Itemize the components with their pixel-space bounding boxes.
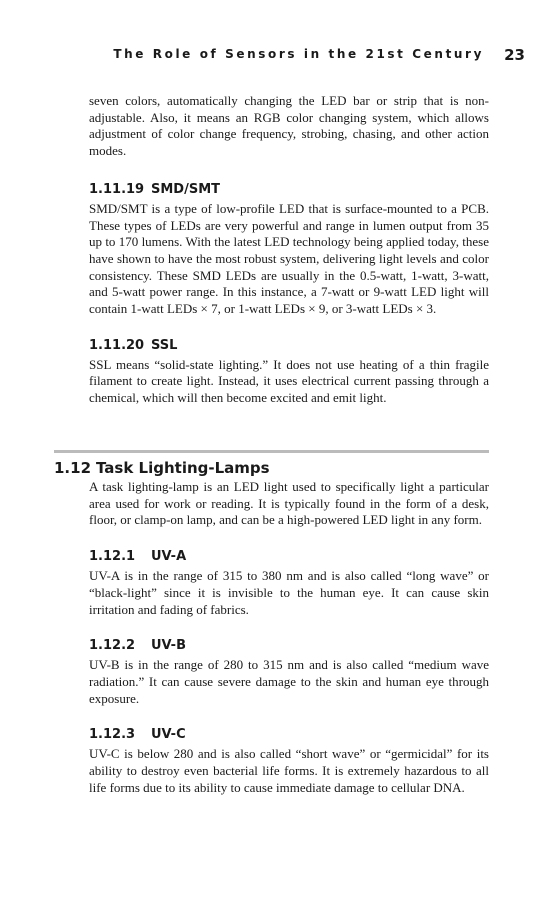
subsection-body: UV-A is in the range of 315 to 380 nm and is also called “long wave” or “black-light” since it is invisible to the human eye. It can cause skin irritation and fading of fabrics.: [89, 568, 489, 617]
subsection-title: SMD/SMT: [151, 181, 221, 197]
subsection-title: SSL: [151, 337, 178, 353]
subsection-body: UV-C is below 280 and is also called “short wave” or “germicidal” for its ability to destroy even bacterial life forms. It is extremely hazardous to all life forms due to its ability to cause immediate damage to cellular DNA.: [89, 746, 489, 795]
running-title: The Role of Sensors in the 21st Century: [113, 47, 484, 61]
subsection-number: 1.11.20: [89, 337, 145, 353]
subsection-heading: [89, 181, 489, 198]
subsection-number: 1.11.19: [89, 181, 145, 197]
subsection-heading: [89, 548, 489, 565]
subsection-title: UV-A: [151, 549, 187, 565]
page-number: 23: [504, 46, 525, 64]
subsection-number: 1.12.1: [89, 549, 136, 565]
section-number: 1.12: [54, 459, 92, 477]
subsection-body: SMD/SMT is a type of low-profile LED that is surface-mounted to a PCB. These types of LEDs are very powerful and range in lumen output from 35 up to 170 lumens. With the latest LED technology being applied today, these have shown to have the most robust system, delivering light levels and color consistency. These SMD LEDs are usually in the 0.5-watt, 1-watt, 3-watt, and 5-watt power range. In this instance, a 7-watt or 9-watt LED light will contain 1-watt LEDs × 7, or 1-watt LEDs × 9, or 3-watt LEDs × 3.: [89, 200, 489, 317]
subsection-heading: [89, 726, 489, 743]
subsection-smd-smt: [89, 181, 489, 318]
subsection-heading: [89, 337, 489, 354]
intro-paragraph: seven colors, automatically changing the LED bar or strip that is non-adjustable. Also, it means an RGB color changing system, which allows adjustment of color change frequency, strobing, chasing, and other action modes.: [89, 93, 489, 159]
section-divider: [54, 450, 489, 453]
subsection-uv-a: [89, 548, 489, 618]
section-heading: [54, 459, 270, 477]
page-body-top: [89, 93, 489, 407]
subsection-title: UV-C: [151, 727, 186, 743]
section-body: A task lighting-lamp is an LED light used to specifically light a particular area used for work or reading. It is typically found in the form of a desk, floor, or clamp-on lamp, and can be a high-powered LED light in any form.: [89, 479, 489, 528]
subsection-uv-b: [89, 637, 489, 707]
subsection-body: SSL means “solid-state lighting.” It does not use heating of a thin fragile filament to create light. Instead, it uses electrical current passing through a chemical, which will then become excited and emit light.: [89, 356, 489, 406]
subsection-ssl: [89, 337, 489, 407]
subsection-body: UV-B is in the range of 280 to 315 nm and is also called “medium wave radiation.” It can cause severe damage to the skin and human eye through exposure.: [89, 657, 489, 706]
section-title: Task Lighting-Lamps: [96, 459, 270, 477]
subsection-title: UV-B: [151, 638, 186, 654]
subsection-uv-c: [89, 726, 489, 796]
page-body-bottom: [89, 479, 489, 796]
subsection-number: 1.12.2: [89, 638, 136, 654]
subsection-number: 1.12.3: [89, 727, 136, 743]
subsection-heading: [89, 637, 489, 654]
